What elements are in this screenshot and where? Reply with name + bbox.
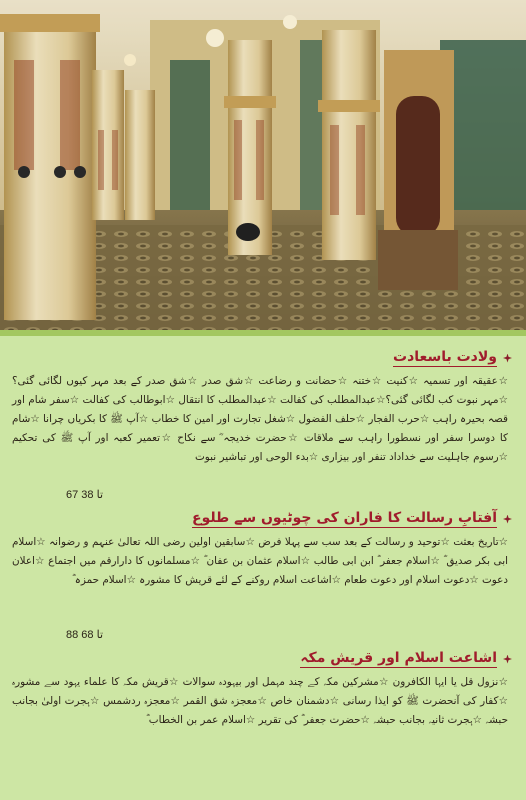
section-body: ☆نزول قل یا ایہا الکافرون ☆مشرکین مکہ کے چند مہمل اور بیہودہ سوالات ☆قریش مکہ کا علماء یہود سے مشورہ ☆کفار کی آنحضرت ﷺ کو ایذا رسانی ☆دشمنان خاص ☆معجزہ شق القمر ☆معجزہ ردشمس ☆ہجرت اولیٰ بجانب حبشہ ☆ہجرت ثانیہ بجانب حبشہ ☆حضرت جعفر ؓ کی تقریر ☆اسلام عمر بن الخطاب ؓ — [12, 676, 508, 726]
mosque-interior-photo — [0, 0, 526, 330]
section-heading: اشاعت اسلام اور قریش مکہ — [300, 650, 497, 666]
page-range: 67 تا 38 — [66, 489, 104, 501]
section-heading: آفتابِ رسالت کا فاران کی چوٹیوں سے طلوع — [192, 510, 497, 526]
photo-divider — [0, 330, 526, 336]
section-wiladat — [12, 347, 512, 467]
section-heading-row — [12, 508, 512, 530]
star-bullet-icon — [503, 515, 512, 524]
section-heading-row — [12, 648, 512, 670]
page-range: 88 تا 68 — [66, 629, 104, 641]
star-bullet-icon — [503, 655, 512, 664]
section-ishaat-islam — [12, 648, 512, 730]
section-body: ☆تاریخ بعثت ☆توحید و رسالت کے بعد سب سے پہلا فرض ☆سابقین اولین رضی اللہ تعالیٰ عنہم و رضوانہ ☆اسلام ابی بکر صدیق ؓ ☆اسلام جعفر ؓ ابن ابی طالب ☆اسلام عثمان بن عفان ؓ ☆مسلمانوں کا دارارقم میں اجتماع ☆اعلان دعوت ☆دعوت اسلام اور دعوت طعام ☆اشاعت اسلام روکنے کے لئے قریش کا مشورہ ☆اسلام حمزہ ؓ — [12, 536, 508, 586]
section-heading: ولادت باسعادت — [393, 349, 497, 365]
section-aftab-risalat — [12, 508, 512, 590]
section-heading-row — [12, 347, 512, 369]
star-bullet-icon — [503, 354, 512, 363]
section-body: ☆عقیقہ اور تسمیہ ☆کنیت ☆ختنہ ☆حضانت و رضاعت ☆شق صدر ☆شق صدر کے بعد مہر کیوں لگائی گئی؟☆مہر نبوت کب لگائی گئی؟☆عبدالمطلب کی کفالت ☆عبدالمطلب کا انتقال ☆ابوطالب کی کفالت ☆سفر شام اور قصہ بحیرہ راہب ☆حرب الفجار ☆حلف الفضول ☆شغل تجارت اور امین کا خطاب ☆آپ ﷺ کا بکریاں چرانا ☆شام کا دوسرا سفر اور نسطورا راہب سے ملاقات ☆حضرت خدیجہ ؓ سے نکاح ☆تعمیر کعبہ اور آپ ﷺ کی تحکیم ☆رسوم جاہلیت سے خداداد تنفر اور بیزاری ☆بدء الوحی اور تباشیر نبوت — [12, 375, 508, 463]
